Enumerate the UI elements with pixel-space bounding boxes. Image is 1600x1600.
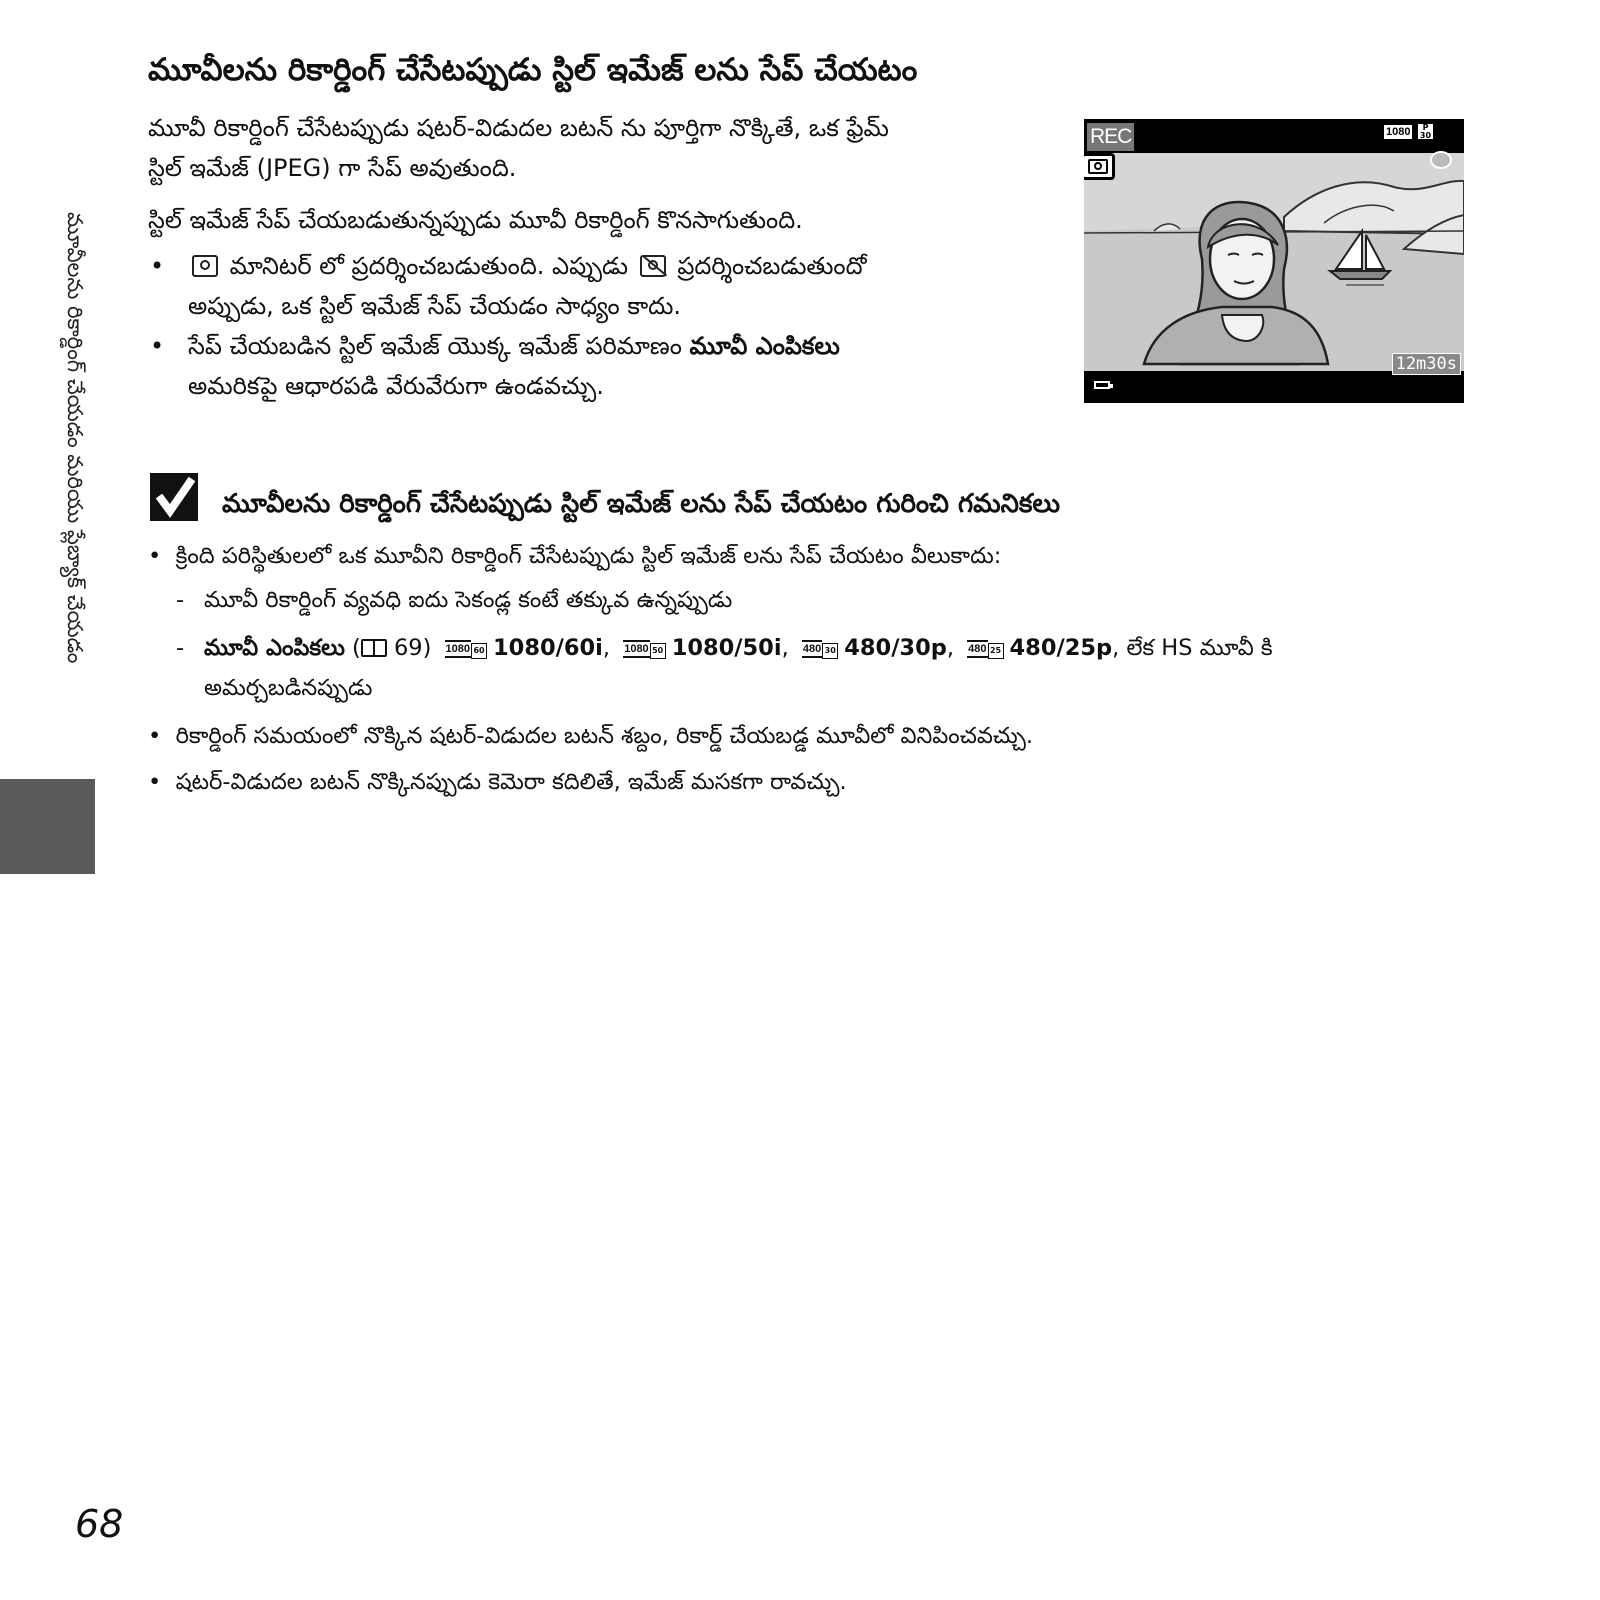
ref-close: ) xyxy=(422,635,432,661)
movie-format-icon: 1080 xyxy=(1386,126,1411,138)
battery-icon xyxy=(1094,381,1110,389)
bullet-item xyxy=(148,246,1028,326)
frame-rate-icon: P 30 xyxy=(1419,123,1432,140)
movie-options-label: మూవీ ఎంపికలు xyxy=(204,635,345,661)
sub-item-2-tail: లేక HS మూవీ కి xyxy=(1126,635,1273,661)
side-tab-marker xyxy=(0,779,95,874)
frame-rate-icon: 50 xyxy=(650,643,666,659)
camera-monitor-illustration xyxy=(1084,119,1464,403)
bullet-1-line-2: అప్పుడు, ఒక స్టిల్ ఇమేజ్ సేప్ చేయడం సాధ్యం కాదు. xyxy=(188,292,682,320)
intro-paragraph xyxy=(148,108,1048,188)
bullet-2-line-2: అమరికపై ఆధారపడి వేరువేరుగా ఉండవచ్చు. xyxy=(188,372,604,400)
format-option-label: 1080/60i xyxy=(493,635,603,661)
camera-icon xyxy=(192,255,218,277)
ref-page-number: 69 xyxy=(393,635,423,661)
bullet-dot: • xyxy=(148,769,176,795)
info-bullet-list xyxy=(148,246,1028,406)
format-option-label: 480/25p xyxy=(1009,635,1113,661)
section-heading: మూవీలను రికార్డింగ్ చేసేటప్పుడు స్టిల్ ఇమేజ్ లను సేప్ చేయటం xyxy=(148,52,918,88)
movie-options-label: మూవీ ఎంపికలు xyxy=(689,332,840,360)
ref-open: ( xyxy=(352,635,361,661)
note-bullet-3 xyxy=(148,762,847,802)
remaining-time-indicator: 12m30s xyxy=(1392,353,1461,375)
sub-dash: - xyxy=(176,635,185,661)
page-number: 68 xyxy=(75,1502,124,1546)
frame-rate-icon: 60 xyxy=(471,643,487,659)
movie-format-icon: 1080 xyxy=(623,640,649,658)
note-bullet-2-text: రికార్డింగ్ సమయంలో నొక్కిన షటర్-విడుదల బటన్ శబ్దం, రికార్డ్ చేయబడ్డ మూవీలో వినిపించవచ్చు. xyxy=(175,723,1033,749)
format-option-label: 480/30p xyxy=(844,635,947,661)
note-bullet-2 xyxy=(148,716,1033,756)
note-bullet-3-text: షటర్-విడుదల బటన్ నొక్కినప్పుడు కెమెరా కదిలితే, ఇమేజ్ మసకగా రావచ్చు. xyxy=(175,769,847,795)
bullet-item xyxy=(148,326,1028,406)
vibration-reduction-icon xyxy=(1430,151,1452,169)
note-check-icon xyxy=(150,473,198,521)
rec-indicator: REC xyxy=(1087,123,1134,151)
movie-format-icon: 480 xyxy=(802,640,822,658)
note-bullet-1 xyxy=(148,536,1001,576)
sub-item: - మూవీ ఎంపికలు ( 69) 1080 60 1080/60i, 1080 50 1080/50i, 480 30 480/30p, 480 25 480/25p, లేక HS మూవీ కి అమర్చబడినప్పుడు xyxy=(176,628,1273,708)
book-reference-icon xyxy=(361,639,387,657)
note-title: మూవీలను రికార్డింగ్ చేసేటప్పుడు స్టిల్ ఇమేజ్ లను సేప్ చేయటం గురించి గమనికలు xyxy=(222,489,1060,519)
bullet-dot: • xyxy=(150,252,165,280)
movie-format-icon: 1080 xyxy=(445,640,471,658)
bullet-1-text-b: ప్రదర్శించబడుతుందో xyxy=(677,252,867,280)
bullet-1-text-a: మానిటర్ లో ప్రదర్శించబడుతుంది. ఎప్పుడు xyxy=(229,252,629,280)
side-tab-label: మూవీలను రికార్డింగ్ చేయడం మరియు ప్లేబ్యాక్ చేయడం xyxy=(63,212,87,664)
bullet-dot: • xyxy=(148,723,176,749)
bullet-dot: • xyxy=(148,543,176,569)
camera-disabled-icon xyxy=(640,255,666,277)
intro-paragraph-2: స్టిల్ ఇమేజ్ సేప్ చేయబడుతున్నప్పుడు మూవీ రికార్డింగ్ కొనసాగుతుంది. xyxy=(148,206,803,234)
intro-line-1: మూవీ రికార్డింగ్ చేసేటప్పుడు షటర్-విడుదల బటన్ ను పూర్తిగా నొక్కితే, ఒక ఫ్రేమ్ xyxy=(148,114,889,142)
sub-item xyxy=(176,580,1273,620)
still-capture-icon xyxy=(1084,153,1115,180)
bullet-2-text: సేప్ చేయబడిన స్టిల్ ఇమేజ్ యొక్క ఇమేజ్ పరిమాణం xyxy=(188,332,682,360)
intro-line-2: స్టిల్ ఇమేజ్ (JPEG) గా సేప్ అవుతుంది. xyxy=(148,154,517,182)
frame-rate-icon: 30 xyxy=(822,643,838,659)
frame-rate-icon: 25 xyxy=(988,643,1004,659)
bullet-dot: • xyxy=(150,332,165,360)
sub-item-1-text: మూవీ రికార్డింగ్ వ్యవధి ఐదు సెకండ్ల కంటే తక్కువ ఉన్నప్పుడు xyxy=(204,587,733,613)
movie-format-icon: 480 xyxy=(967,640,987,658)
sub-dash: - xyxy=(176,587,185,613)
note-sub-list xyxy=(176,580,1273,708)
sub-item-2-line-2: అమర్చబడినప్పుడు xyxy=(204,675,373,701)
format-option-label: 1080/50i xyxy=(671,635,782,661)
note-bullet-1-text: క్రింది పరిస్థితులలో ఒక మూవీని రికార్డింగ్ చేసేటప్పుడు స్టిల్ ఇమేజ్ లను సేప్ చేయటం వీలుకాదు: xyxy=(175,543,1002,569)
